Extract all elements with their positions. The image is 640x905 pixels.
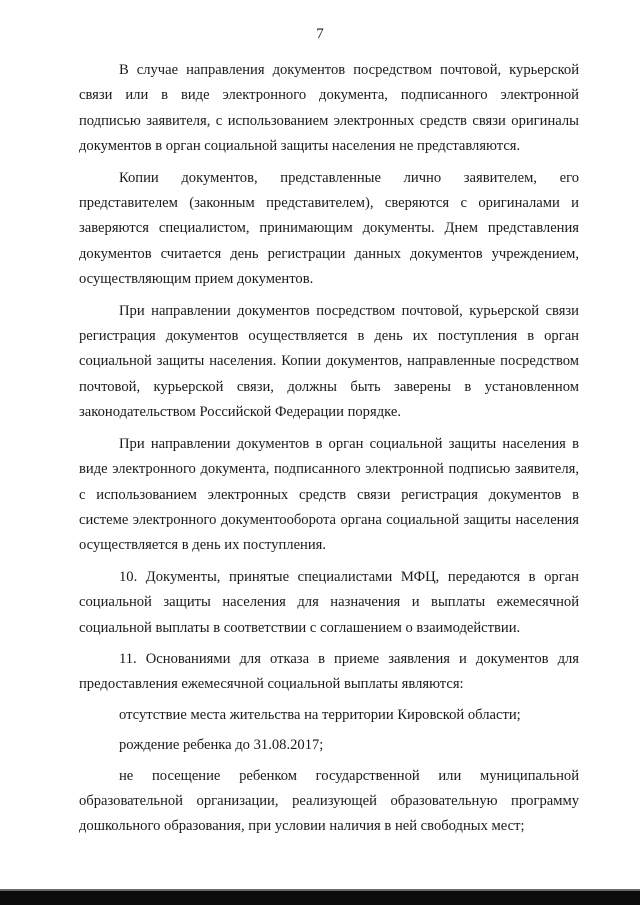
page-number: 7 bbox=[316, 26, 324, 42]
list-item-preschool-attendance: не посещение ребенком государственной или муниципальной образовательной организации, реализующей образовательную программу дошкольного образования, при условии наличия в ней свободных мест; bbox=[79, 767, 579, 835]
paragraph-postal-delivery: В случае направления документов посредством почтовой, курьерской связи или в виде электронного документа, подписанного электронной подписью заявителя, с использованием электронных средств связи оригиналы документов в орган социальной защиты населения не представляются. bbox=[79, 62, 579, 155]
paragraph-refusal-grounds: 11. Основаниями для отказа в приеме заявления и документов для предоставления ежемесячной социальной выплаты являются: bbox=[79, 650, 579, 693]
list-item-birth-date: рождение ребенка до 31.08.2017; bbox=[119, 737, 324, 754]
paragraph-mfc-transfer: 10. Документы, принятые специалистами МФЦ, передаются в орган социальной защиты населения для назначения и выплаты ежемесячной социальной выплаты в соответствии с соглашением о взаимодействии. bbox=[79, 568, 579, 636]
paragraph-electronic-registration: При направлении документов в орган социальной защиты населения в виде электронного документа, подписанного электронной подписью заявителя, с использованием электронных средств связи регистрация документов в системе электронного документооборота органа социальной защиты населения осуществляется в день их поступления. bbox=[79, 435, 579, 554]
list-item-residence: отсутствие места жительства на территории Кировской области; bbox=[119, 706, 521, 723]
paragraph-postal-registration: При направлении документов посредством почтовой, курьерской связи регистрация документов осуществляется в день их поступления в орган социальной защиты населения. Копии документов, направленные посредством почтовой, курьерской связи, должны быть заверены в установленном законодательством Российской Федерации порядке. bbox=[79, 302, 579, 421]
document-body bbox=[79, 58, 579, 846]
scan-bottom-border bbox=[0, 891, 640, 905]
paragraph-copies-verification: Копии документов, представленные лично заявителем, его представителем (законным представителем), сверяются с оригиналами и заверяются специалистом, принимающим документы. Днем представления документов считается день регистрации данных документов учреждением, осуществляющим прием документов. bbox=[79, 169, 579, 288]
